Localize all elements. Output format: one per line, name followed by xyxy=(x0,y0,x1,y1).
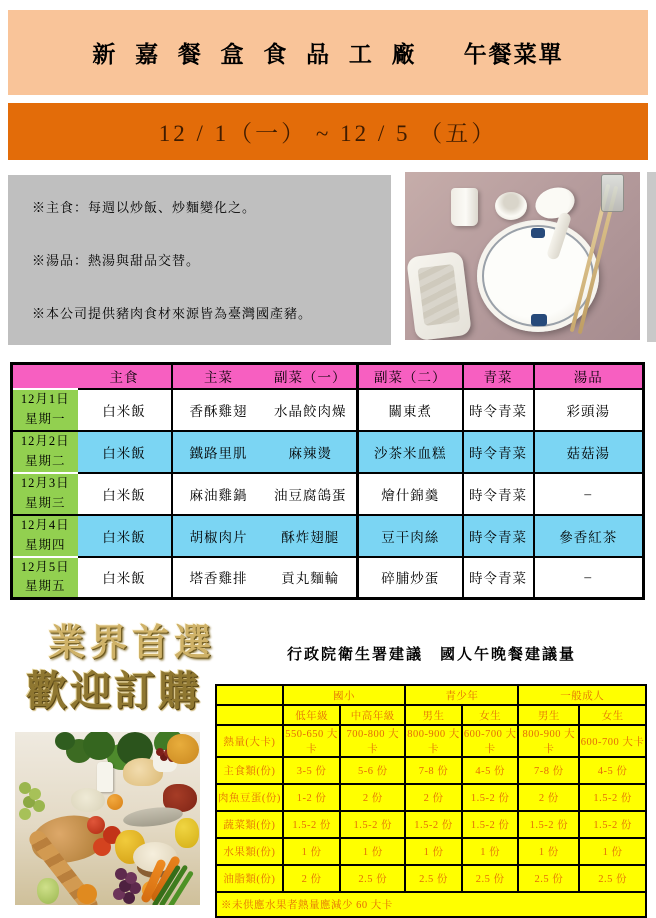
row-label: 主食類(份) xyxy=(216,757,283,784)
value-cell: 1 份 xyxy=(340,838,405,865)
collage-pepper-shape xyxy=(175,818,199,848)
staple-cell: 白米飯 xyxy=(78,389,172,431)
menu-row-wednesday xyxy=(12,473,644,515)
value-cell: 1 份 xyxy=(283,838,341,865)
date-cell xyxy=(12,473,78,515)
menu-header-row xyxy=(12,364,644,389)
nutrition-row-calories xyxy=(216,725,646,757)
tray-shape xyxy=(406,251,472,340)
value-cell: 3-5 份 xyxy=(283,757,341,784)
value-cell: 1.5-2 份 xyxy=(462,811,519,838)
veg-cell: 時令青菜 xyxy=(463,515,534,557)
collage-oranges-shape xyxy=(107,794,123,810)
side2-cell: 沙茶米血糕 xyxy=(358,431,463,473)
note-soup: ※湯品：熱湯與甜品交替。 xyxy=(32,253,201,268)
promo-wordart-line2: 歡迎訂購 xyxy=(26,668,202,714)
value-cell: 2.5 份 xyxy=(340,865,405,892)
cup-shape xyxy=(451,188,478,226)
value-cell: 800-900 大卡 xyxy=(518,725,579,757)
weekly-menu-table xyxy=(10,362,645,600)
promo-wordart-line1: 業界首選 xyxy=(48,623,216,664)
table-setting-photo xyxy=(405,172,640,340)
menu-header-side1: 副菜（一） xyxy=(265,364,358,389)
value-cell: 550-650 大卡 xyxy=(283,725,341,757)
menu-header-soup: 湯品 xyxy=(534,364,644,389)
soup-cell: – xyxy=(534,473,644,515)
side1-cell: 油豆腐鴿蛋 xyxy=(265,473,358,515)
value-cell: 2 份 xyxy=(340,784,405,811)
side2-cell: 燴什錦羹 xyxy=(358,473,463,515)
menu-header-veg: 青菜 xyxy=(463,364,534,389)
glass-shape xyxy=(601,174,624,212)
veg-cell: 時令青菜 xyxy=(463,431,534,473)
nutrition-row-vegetable xyxy=(216,811,646,838)
value-cell: 1.5-2 份 xyxy=(518,811,579,838)
staple-cell: 白米飯 xyxy=(78,431,172,473)
date-cell xyxy=(12,515,78,557)
note-staple: ※主食：每週以炒飯、炒麵變化之。 xyxy=(32,200,257,215)
soup-cell: 參香紅茶 xyxy=(534,515,644,557)
date-label: 12月3日 xyxy=(20,476,70,491)
main-dish-cell: 麻油雞鍋 xyxy=(172,473,265,515)
staple-cell: 白米飯 xyxy=(78,515,172,557)
menu-row-tuesday xyxy=(12,431,644,473)
weekday-label: 星期二 xyxy=(24,453,66,468)
side2-cell: 關東煮 xyxy=(358,389,463,431)
main-dish-cell: 鐵路里肌 xyxy=(172,431,265,473)
nutrition-header-empty xyxy=(216,685,283,705)
spoon-rest-shape xyxy=(531,183,578,224)
value-cell: 1 份 xyxy=(579,838,646,865)
menu-row-thursday xyxy=(12,515,644,557)
value-cell: 1.5-2 份 xyxy=(462,784,519,811)
nutrition-row-fruit xyxy=(216,838,646,865)
value-cell: 7-8 份 xyxy=(405,757,462,784)
main-dish-cell: 胡椒肉片 xyxy=(172,515,265,557)
value-cell: 1 份 xyxy=(405,838,462,865)
main-dish-cell: 塔香雞排 xyxy=(172,557,265,599)
nutrition-row-oil xyxy=(216,865,646,892)
value-cell: 700-800 大卡 xyxy=(340,725,405,757)
side1-cell: 麻辣燙 xyxy=(265,431,358,473)
sub-header: 低年級 xyxy=(283,705,341,725)
value-cell: 1 份 xyxy=(462,838,519,865)
nutrition-footnote-row xyxy=(216,892,646,917)
weekday-label: 星期三 xyxy=(24,495,66,510)
value-cell: 1.5-2 份 xyxy=(283,811,341,838)
side1-cell: 酥炸翅腿 xyxy=(265,515,358,557)
value-cell: 600-700 大卡 xyxy=(579,725,646,757)
date-label: 12月5日 xyxy=(20,559,70,574)
row-label: 熱量(大卡) xyxy=(216,725,283,757)
collage-beans-shape xyxy=(156,748,164,756)
title-banner xyxy=(8,10,648,95)
main-dish-cell: 香酥雞翅 xyxy=(172,389,265,431)
value-cell: 1 份 xyxy=(518,838,579,865)
menu-header-staple: 主食 xyxy=(78,364,172,389)
nutrition-table xyxy=(215,684,647,918)
row-label: 肉魚豆蛋(份) xyxy=(216,784,283,811)
sub-header: 男生 xyxy=(405,705,462,725)
date-label: 12月4日 xyxy=(20,518,70,533)
collage-purple-grapes-shape xyxy=(115,868,127,880)
value-cell: 4-5 份 xyxy=(579,757,646,784)
side1-cell: 貢丸麵輪 xyxy=(265,557,358,599)
menu-header-empty xyxy=(12,364,78,389)
value-cell: 1-2 份 xyxy=(283,784,341,811)
date-cell xyxy=(12,557,78,599)
value-cell: 2.5 份 xyxy=(405,865,462,892)
note-pork: ※本公司提供豬肉食材來源皆為臺灣國產豬。 xyxy=(32,306,313,321)
veg-cell: 時令青菜 xyxy=(463,473,534,515)
collage-green-grapes-shape xyxy=(19,782,31,794)
plate-emblem-top xyxy=(531,228,545,238)
date-cell xyxy=(12,431,78,473)
menu-type: 午餐菜單 xyxy=(463,42,564,67)
row-label: 水果類(份) xyxy=(216,838,283,865)
sub-header: 男生 xyxy=(518,705,579,725)
weekday-label: 星期四 xyxy=(24,537,66,552)
collage-greens-shape xyxy=(55,732,75,750)
soup-cell: – xyxy=(534,557,644,599)
group-elementary: 國小 xyxy=(283,685,405,705)
date-cell xyxy=(12,389,78,431)
group-adult: 一般成人 xyxy=(518,685,646,705)
bowl-shape xyxy=(495,192,527,220)
food-collage-photo xyxy=(15,732,200,905)
side2-cell: 豆干肉絲 xyxy=(358,515,463,557)
collage-squash-shape xyxy=(167,734,199,764)
menu-header-side2: 副菜（二） xyxy=(358,364,463,389)
nutrition-heading: 行政院衛生署建議 國人午晚餐建議量 xyxy=(286,647,576,663)
sub-header: 女生 xyxy=(579,705,646,725)
value-cell: 2 份 xyxy=(283,865,341,892)
value-cell: 1.5-2 份 xyxy=(340,811,405,838)
collage-fish-shape xyxy=(122,804,184,829)
date-range: 12 / 1（一） ~ 12 / 5 （五） xyxy=(158,121,498,146)
group-teen: 青少年 xyxy=(405,685,518,705)
staple-cell: 白米飯 xyxy=(78,473,172,515)
value-cell: 7-8 份 xyxy=(518,757,579,784)
value-cell: 2 份 xyxy=(405,784,462,811)
date-label: 12月2日 xyxy=(20,434,70,449)
sub-header: 女生 xyxy=(462,705,519,725)
date-label: 12月1日 xyxy=(20,392,70,407)
value-cell: 1.5-2 份 xyxy=(579,811,646,838)
collage-milk-bottle-shape xyxy=(97,762,113,792)
nutrition-row-staple xyxy=(216,757,646,784)
nutrition-row-protein xyxy=(216,784,646,811)
menu-row-monday xyxy=(12,389,644,431)
staple-cell: 白米飯 xyxy=(78,557,172,599)
value-cell: 1.5-2 份 xyxy=(579,784,646,811)
collage-tomatoes-shape xyxy=(87,816,105,834)
collage-pear-shape xyxy=(37,878,59,904)
value-cell: 600-700 大卡 xyxy=(462,725,519,757)
nutrition-sub-header-row xyxy=(216,705,646,725)
plate-emblem-bottom xyxy=(531,314,547,326)
value-cell: 2.5 份 xyxy=(518,865,579,892)
factory-name: 新 嘉 餐 盒 食 品 工 廠 xyxy=(92,42,422,67)
row-label: 油脂類(份) xyxy=(216,865,283,892)
nutrition-group-header-row xyxy=(216,685,646,705)
weekday-label: 星期一 xyxy=(24,411,66,426)
menu-header-main: 主菜 xyxy=(172,364,265,389)
value-cell: 2.5 份 xyxy=(579,865,646,892)
side1-cell: 水晶餃肉燥 xyxy=(265,389,358,431)
soup-cell: 菇菇湯 xyxy=(534,431,644,473)
value-cell: 4-5 份 xyxy=(462,757,519,784)
tray-paper-shape xyxy=(417,264,460,326)
side2-cell: 碎脯炒蛋 xyxy=(358,557,463,599)
collage-cauliflower-shape xyxy=(71,788,105,812)
value-cell: 1.5-2 份 xyxy=(405,811,462,838)
row-label: 蔬菜類(份) xyxy=(216,811,283,838)
value-cell: 5-6 份 xyxy=(340,757,405,784)
value-cell: 800-900 大卡 xyxy=(405,725,462,757)
veg-cell: 時令青菜 xyxy=(463,389,534,431)
value-cell: 2.5 份 xyxy=(462,865,519,892)
nutrition-header-empty xyxy=(216,705,283,725)
plate-shape xyxy=(477,220,599,332)
soup-cell: 彩頭湯 xyxy=(534,389,644,431)
value-cell: 2 份 xyxy=(518,784,579,811)
nutrition-footnote: ※未供應水果者熱量應減少 60 大卡 xyxy=(216,892,646,917)
notes-box xyxy=(8,175,391,345)
right-gray-strip xyxy=(647,172,656,342)
weekday-label: 星期五 xyxy=(24,579,66,594)
date-range-banner xyxy=(8,103,648,160)
menu-row-friday xyxy=(12,557,644,599)
veg-cell: 時令青菜 xyxy=(463,557,534,599)
sub-header: 中高年級 xyxy=(340,705,405,725)
